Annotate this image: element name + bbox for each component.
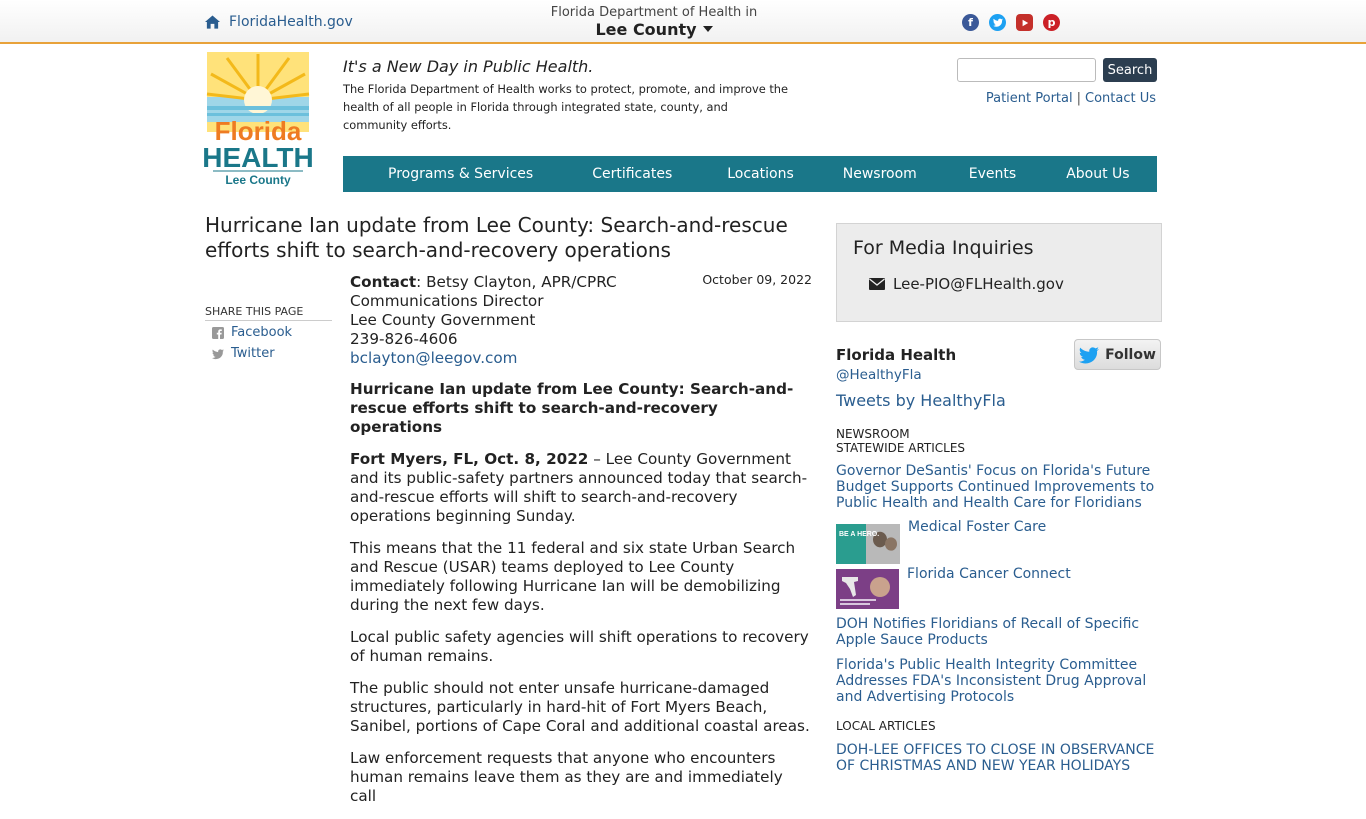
logo-text-health: HEALTH <box>202 142 314 173</box>
utility-separator: | <box>1076 91 1081 106</box>
share-facebook-link[interactable] <box>212 325 292 340</box>
statewide-articles-label: STATEWIDE ARTICLES <box>836 441 966 455</box>
youtube-icon[interactable] <box>1016 14 1033 31</box>
article-paragraph <box>350 450 812 526</box>
mission-statement: The Florida Department of Health works to protect, promote, and improve the health of all people in Florida through integrated state, county, and community efforts. <box>343 82 789 132</box>
contact-name: : Betsy Clayton, APR/CPRC <box>416 273 617 291</box>
twitter-follow-label: Follow <box>1105 346 1156 363</box>
contact-title: Communications Director <box>350 292 544 310</box>
share-facebook-label: Facebook <box>231 325 293 340</box>
county-name-label: Lee County <box>595 20 697 39</box>
article-paragraph-5: Law enforcement requests that anyone who encounters human remains leave them as they are and immediately call <box>350 749 783 805</box>
nav-events[interactable]: Events <box>968 166 1017 182</box>
media-inquiries-title: For Media Inquiries <box>853 237 1034 259</box>
statewide-article-link[interactable]: Medical Foster Care <box>908 519 1047 535</box>
media-email-row <box>869 275 1064 293</box>
search-button[interactable]: Search <box>1103 58 1157 82</box>
county-selector[interactable] <box>540 5 768 40</box>
statewide-article-link[interactable]: Governor DeSantis' Focus on Florida's Future Budget Supports Continued Improvements to Public Health and Health Care for Floridians <box>836 463 1155 511</box>
nav-programs-services[interactable]: Programs & Services <box>388 166 534 182</box>
facebook-square-icon <box>212 327 224 339</box>
newsroom-label: NEWSROOM <box>836 427 910 441</box>
twitter-account-name: Florida Health <box>836 346 957 364</box>
local-articles-label: LOCAL ARTICLES <box>836 719 936 733</box>
nav-certificates[interactable]: Certificates <box>592 166 673 182</box>
patient-portal-link[interactable]: Patient Portal <box>985 91 1073 106</box>
article-dateline: Fort Myers, FL, Oct. 8, 2022 <box>350 450 589 468</box>
logo-text-county: Lee County <box>225 173 291 187</box>
chevron-down-icon <box>703 26 713 32</box>
envelope-icon <box>869 278 885 290</box>
social-links <box>962 14 1060 31</box>
county-name <box>540 20 768 40</box>
florida-cancer-connect-thumbnail[interactable] <box>836 569 899 609</box>
pinterest-icon[interactable]: p <box>1043 14 1060 31</box>
search-input[interactable] <box>957 58 1096 82</box>
tagline: It's a New Day in Public Health. <box>343 57 594 76</box>
media-email[interactable]: Lee-PIO@FLHealth.gov <box>893 275 1064 293</box>
statewide-article-link[interactable]: DOH Notifies Floridians of Recall of Specific Apple Sauce Products <box>836 616 1140 648</box>
share-label: SHARE THIS PAGE <box>205 305 332 321</box>
media-inquiries-box <box>836 223 1162 322</box>
tweets-by-link[interactable]: Tweets by HealthyFla <box>836 391 1006 410</box>
nav-locations[interactable]: Locations <box>727 166 794 182</box>
contact-org: Lee County Government <box>350 311 536 329</box>
contact-us-link[interactable]: Contact Us <box>1085 91 1156 106</box>
article-date: October 09, 2022 <box>702 272 812 287</box>
contact-phone: 239-826-4606 <box>350 330 458 348</box>
medical-foster-care-thumbnail[interactable] <box>836 524 900 564</box>
article-body <box>350 273 812 819</box>
home-link[interactable] <box>205 14 353 30</box>
twitter-bird-icon <box>1079 347 1099 363</box>
home-link-label: FloridaHealth.gov <box>229 14 353 30</box>
county-prefix: Florida Department of Health in <box>550 5 758 20</box>
article-paragraph-3: Local public safety agencies will shift operations to recovery of human remains. <box>350 628 809 665</box>
local-article-link[interactable]: DOH-LEE OFFICES TO CLOSE IN OBSERVANCE OF CHRISTMAS AND NEW YEAR HOLIDAYS <box>836 742 1155 774</box>
thumbnail-caption: BE A HERO. <box>839 528 880 539</box>
nav-about-us[interactable]: About Us <box>1066 166 1130 182</box>
article-paragraph-2: This means that the 11 federal and six state Urban Search and Rescue (USAR) teams deployed to Lee County immediately following Hurricane Ian will be demobilizing during the next few days. <box>350 539 796 614</box>
home-icon <box>205 15 220 29</box>
contact-email-link[interactable]: bclayton@leegov.com <box>350 349 518 367</box>
page-title: Hurricane Ian update from Lee County: Search-and-rescue efforts shift to search-and-recovery operations <box>205 213 788 262</box>
share-twitter-label: Twitter <box>231 346 275 361</box>
twitter-follow-button[interactable] <box>1074 339 1161 370</box>
utility-links <box>986 91 1156 106</box>
share-twitter-link[interactable] <box>212 346 275 361</box>
logo-text-florida: Florida <box>214 116 302 146</box>
main-nav <box>343 156 1157 192</box>
article-paragraph-4: The public should not enter unsafe hurricane-damaged structures, particularly in hard-hit of Fort Myers Beach, Sanibel, portions of Cape Coral and additional coastal areas. <box>350 679 810 735</box>
contact-block <box>350 273 812 368</box>
top-bar <box>0 0 1366 44</box>
statewide-article-link[interactable]: Florida Cancer Connect <box>907 566 1071 582</box>
article-paragraph-1: – Lee County Government and its public-safety partners announced today that search-and-rescue efforts will shift to search-and-recovery operations beginning Sunday. <box>350 450 808 525</box>
statewide-article-link[interactable]: Florida's Public Health Integrity Committee Addresses FDA's Inconsistent Drug Approval and Advertising Protocols <box>836 657 1147 705</box>
facebook-icon[interactable]: f <box>962 14 979 31</box>
contact-label: Contact <box>350 273 417 291</box>
nav-newsroom[interactable]: Newsroom <box>842 166 917 182</box>
article-subhead: Hurricane Ian update from Lee County: Search-and-rescue efforts shift to search-and-recovery operations <box>350 380 794 436</box>
twitter-icon <box>212 348 224 360</box>
twitter-icon[interactable] <box>989 14 1006 31</box>
florida-health-logo[interactable] <box>202 52 314 188</box>
twitter-handle-link[interactable]: @HealthyFla <box>836 367 922 383</box>
